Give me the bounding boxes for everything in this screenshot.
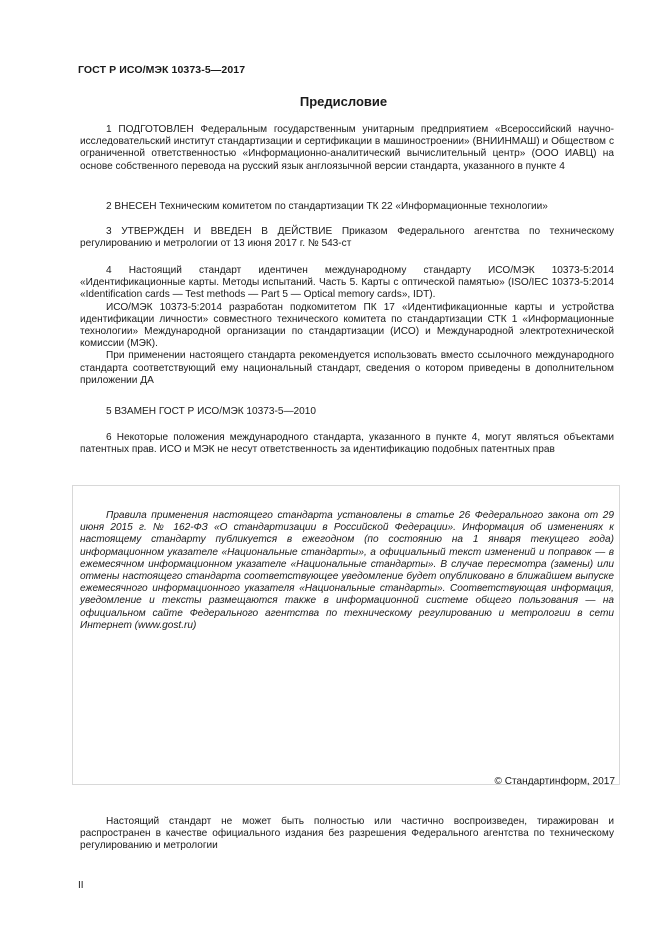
- reproduction-notice-text: Настоящий стандарт не может быть полностью или частично воспроизведен, тиражирован и распространен в качестве официального издания без разрешения Федерального агентства по техническому регулированию и метрологии: [80, 816, 614, 852]
- reproduction-notice: [80, 816, 614, 853]
- item-5: [80, 406, 614, 418]
- page-number: II: [78, 880, 84, 891]
- section-title: Предисловие: [299, 94, 388, 109]
- copyright: © Стандартинформ, 2017: [494, 776, 615, 787]
- item-6-text: 6 Некоторые положения международного стандарта, указанного в пункте 4, могут являться объектами патентных прав. ИСО и МЭК не несут ответственность за идентификацию подобных патентных прав: [80, 432, 614, 456]
- item-4-p2: ИСО/МЭК 10373-5:2014 разработан подкомитетом ПК 17 «Идентификационные карты и устройства идентификации личности» совместного технического комитета по стандартизации СТК 1 «Информационные технологии» Международной организации по стандартизации (ИСО) и Международной электротехнической комиссии (МЭК).: [80, 301, 614, 350]
- item-2-text: 2 ВНЕСЕН Техническим комитетом по стандартизации ТК 22 «Информационные технологии»: [106, 201, 548, 212]
- item-6: [80, 432, 614, 456]
- item-3: [80, 226, 614, 250]
- notice-text-block: [80, 510, 614, 632]
- item-5-text: 5 ВЗАМЕН ГОСТ Р ИСО/МЭК 10373-5—2010: [106, 406, 317, 417]
- item-4-p1: 4 Настоящий стандарт идентичен международному стандарту ИСО/МЭК 10373-5:2014 «Идентификационные карты. Методы испытаний. Часть 5. Карты с оптической памятью» (ISO/IEC 10373-5:2014 «Identification cards — Test methods — Part 5 — Optical memory cards», IDT).: [80, 265, 614, 301]
- item-4-p3: При применении настоящего стандарта рекомендуется использовать вместо ссылочного международного стандарта соответствующий ему национальный стандарт, сведения о котором приведены в дополнительном приложении ДА: [80, 350, 614, 386]
- item-4: [80, 265, 614, 387]
- item-1-text: 1 ПОДГОТОВЛЕН Федеральным государственным унитарным предприятием «Всероссийский научно-исследовательский институт стандартизации и сертификации в машиностроении» (ВНИИНМАШ) и Обществом с ограниченной ответственностью «Информационно-аналитический вычислительный центр» (ООО ИАВЦ) на основе собственного перевода на русский язык англоязычной версии стандарта, указанного в пункте 4: [80, 124, 614, 172]
- document-header: ГОСТ Р ИСО/МЭК 10373-5—2017: [78, 64, 246, 76]
- notice-text: Правила применения настоящего стандарта установлены в статье 26 Федерального закона от 29 июня 2015 г. № 162-ФЗ «О стандартизации в Российской Федерации». Информация об изменениях к настоящему стандарту публикуется в ежегодном (по состоянию на 1 января текущего года) информационном указателе «Национальные стандарты», а официальный текст изменений и поправок — в ежемесячном информационном указателе «Национальные стандарты». В случае пересмотра (замены) или отмены настоящего стандарта соответствующее уведомление будет опубликовано в ближайшем выпуске ежемесячного информационного указателя «Национальные стандарты». Соответствующая информация, уведомление и тексты размещаются также в информационной системе общего пользования — на официальном сайте Федерального агентства по техническому регулированию и метрологии в сети Интернет (www.gost.ru): [80, 510, 614, 631]
- item-1: [80, 124, 614, 173]
- item-2: [80, 201, 614, 213]
- item-3-text: 3 УТВЕРЖДЕН И ВВЕДЕН В ДЕЙСТВИЕ Приказом Федерального агентства по техническому регулированию и метрологии от 13 июня 2017 г. № 543-ст: [80, 226, 614, 250]
